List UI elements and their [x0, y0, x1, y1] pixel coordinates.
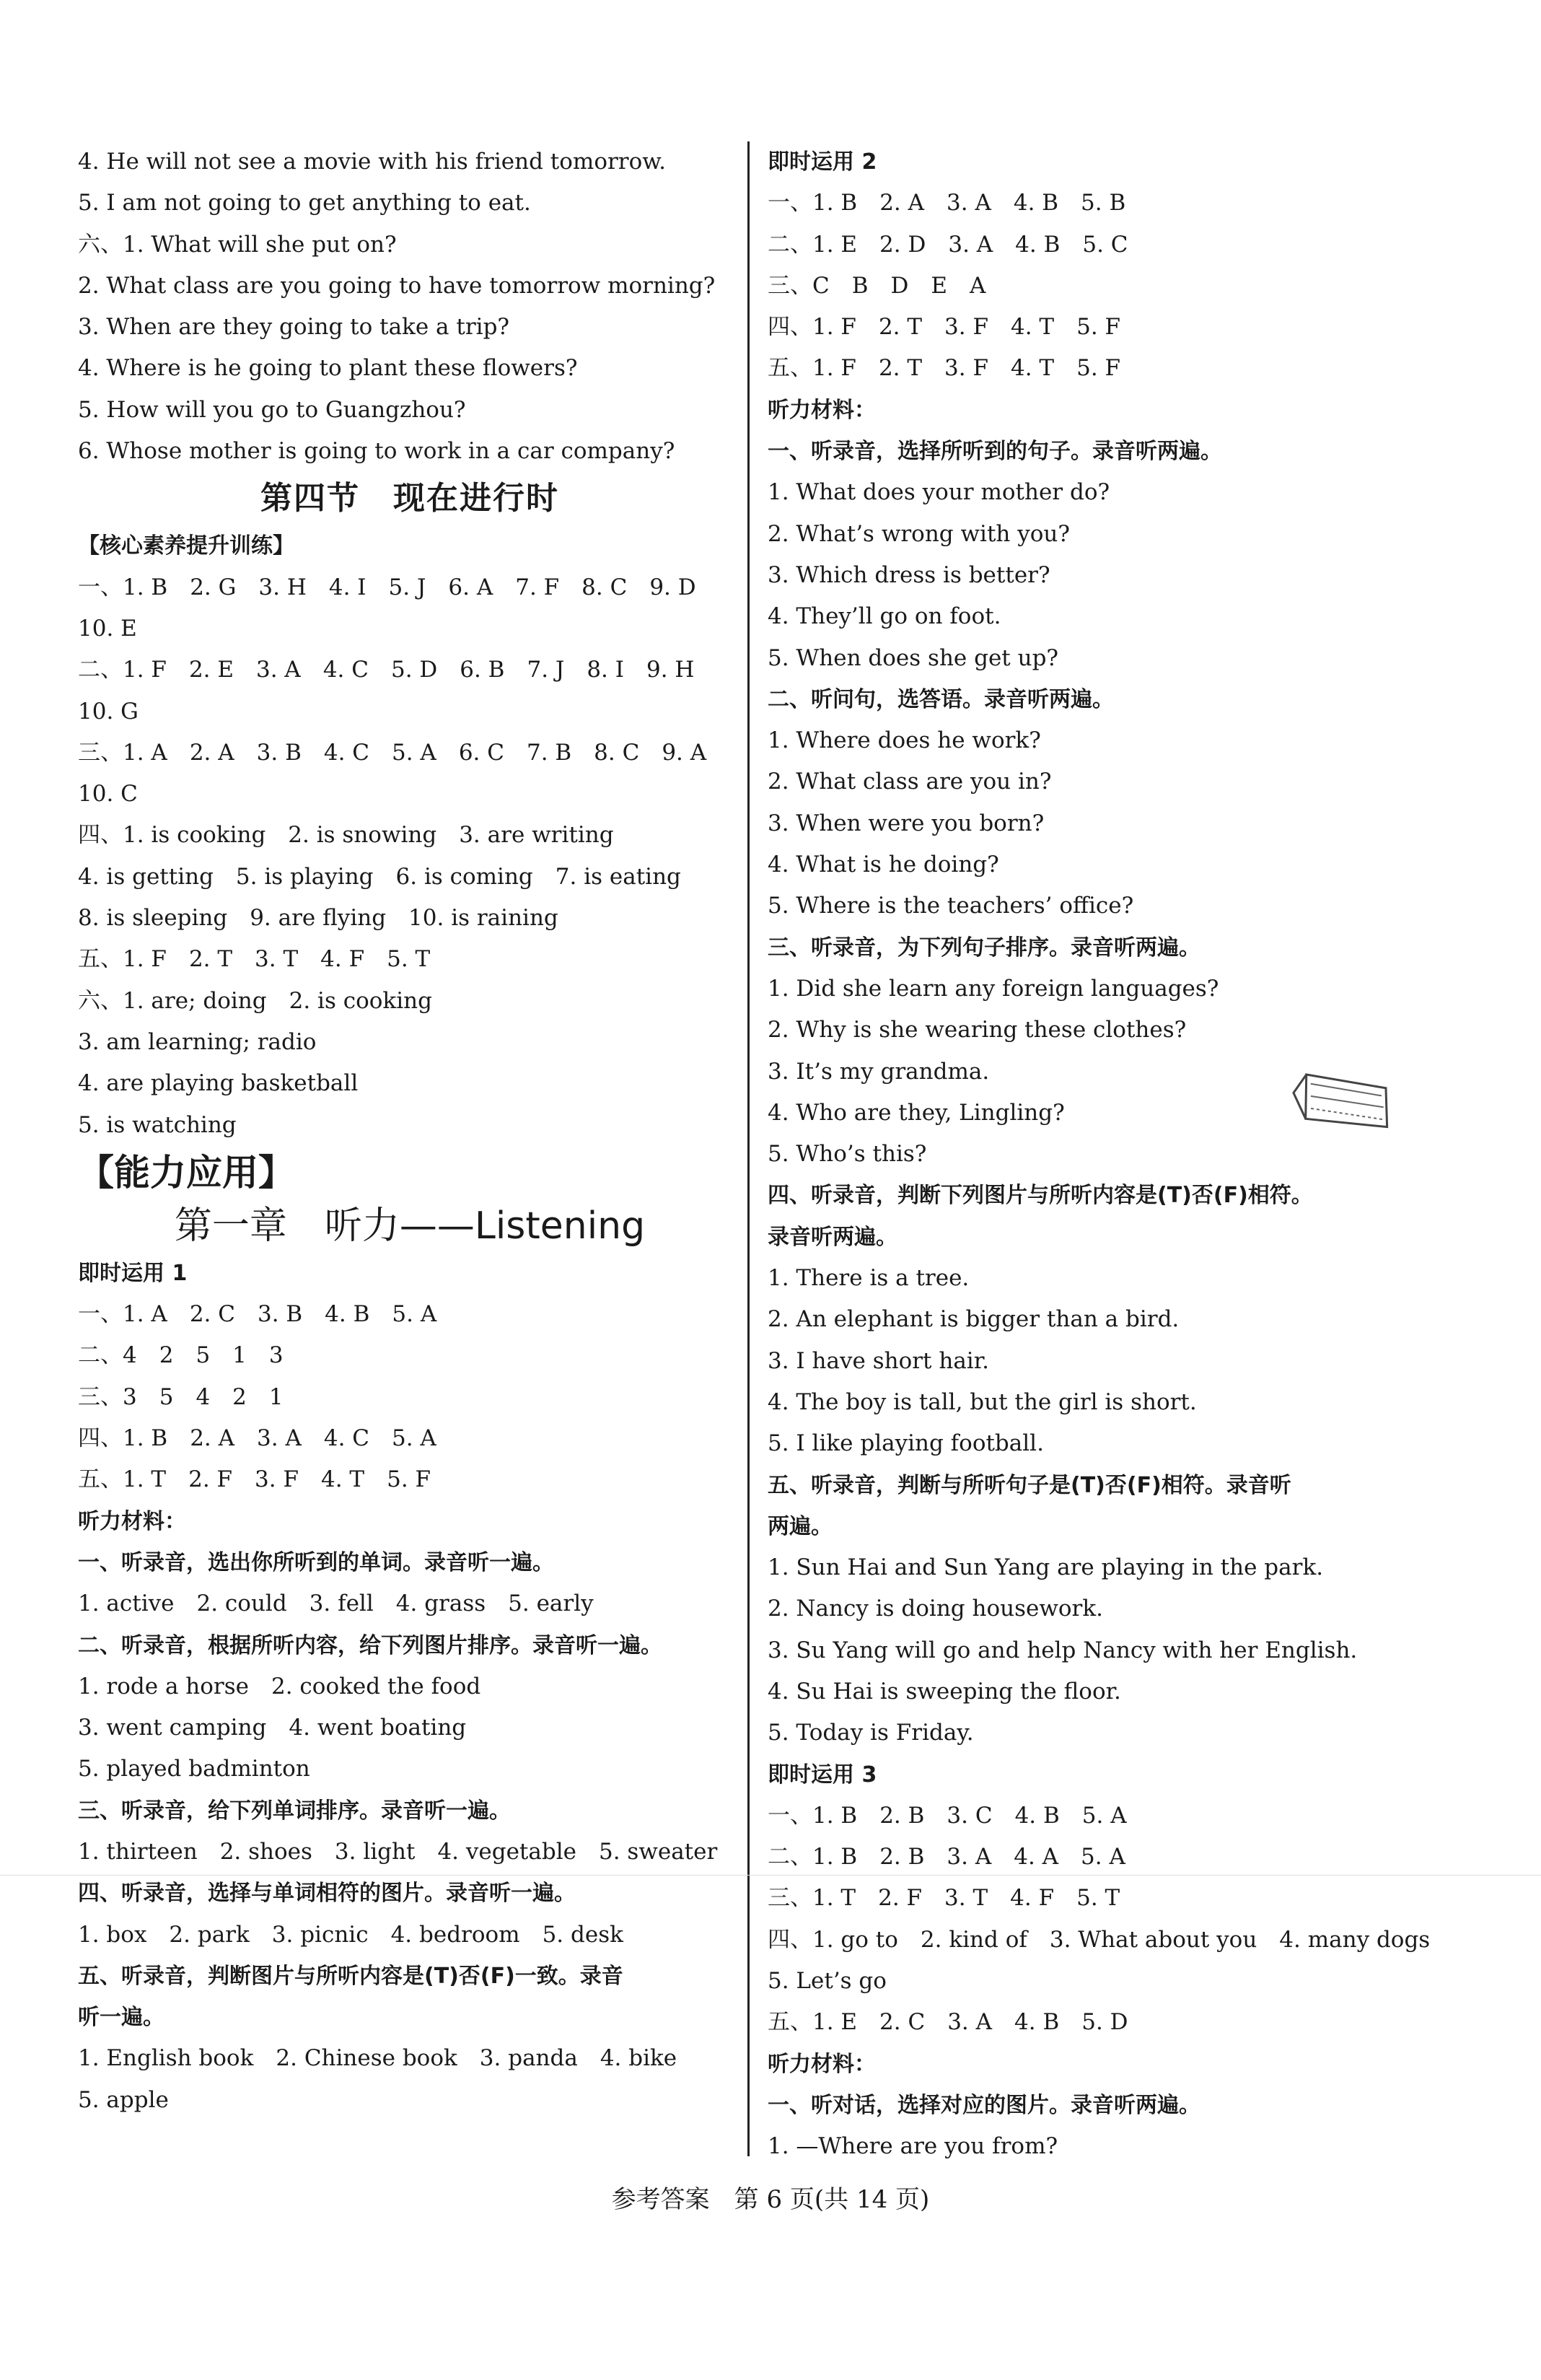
question-heading: 一、听录音，选择所听到的句子。录音听两遍。: [768, 439, 1222, 465]
answer-line: 10. C: [78, 781, 138, 808]
answer-line: 6. Whose mother is going to work in a car company?: [78, 438, 675, 465]
answer-line: 1. Where does he work?: [768, 727, 1041, 754]
answer-line: 5. played badminton: [78, 1756, 310, 1782]
answer-line: 四、1. go to 2. kind of 3. What about you 4. many dogs: [768, 1926, 1431, 1953]
page-footer: 参考答案 第 6 页(共 14 页): [611, 2185, 930, 2214]
answer-line: 3. When are they going to take a trip?: [78, 314, 510, 341]
question-heading: 二、听问句，选答语。录音听两遍。: [768, 686, 1114, 712]
answer-line: 五、1. F 2. T 3. F 4. T 5. F: [768, 355, 1121, 382]
answer-line: 六、1. are; doing 2. is cooking: [78, 987, 432, 1014]
answer-line: 5. Who’s this?: [768, 1141, 927, 1168]
scan-line: [0, 1875, 1541, 1876]
answer-line: 3. When were you born?: [768, 810, 1045, 836]
question-heading: 两遍。: [768, 1513, 833, 1539]
answer-line: 二、1. B 2. B 3. A 4. A 5. A: [768, 1844, 1125, 1871]
answer-line: 1. thirteen 2. shoes 3. light 4. vegetable 5. sweater: [78, 1838, 718, 1865]
question-heading: 四、听录音，选择与单词相符的图片。录音听一遍。: [78, 1881, 576, 1907]
question-heading: 三、听录音，给下列单词排序。录音听一遍。: [78, 1798, 511, 1824]
question-heading: 三、听录音，为下列句子排序。录音听两遍。: [768, 935, 1200, 961]
question-heading: 即时运用 2: [768, 149, 877, 175]
answer-line: 3. It’s my grandma.: [768, 1058, 990, 1085]
answer-line: 5. Let’s go: [768, 1968, 887, 1995]
answer-line: 4. Where is he going to plant these flowers?: [78, 355, 578, 382]
answer-line: 4. He will not see a movie with his friend tomorrow.: [78, 149, 666, 175]
answer-line: 2. Nancy is doing housework.: [768, 1596, 1103, 1622]
question-heading: 【核心素养提升训练】: [78, 533, 294, 559]
answer-line: 3. I have short hair.: [768, 1347, 989, 1374]
answer-line: 10. E: [78, 615, 137, 642]
answer-line: 三、C B D E A: [768, 272, 986, 299]
answer-line: 一、1. B 2. A 3. A 4. B 5. B: [768, 190, 1126, 216]
answer-line: 5. How will you go to Guangzhou?: [78, 396, 466, 423]
answer-line: 四、1. F 2. T 3. F 4. T 5. F: [768, 314, 1121, 341]
answer-line: 六、1. What will she put on?: [78, 231, 397, 258]
answer-line: 4. Who are they, Lingling?: [768, 1099, 1065, 1126]
answer-line: 三、1. A 2. A 3. B 4. C 5. A 6. C 7. B 8. C 9. A: [78, 739, 707, 766]
answer-line: 四、1. B 2. A 3. A 4. C 5. A: [78, 1425, 436, 1452]
answer-line: 4. What is he doing?: [768, 852, 999, 878]
answer-line: 五、1. E 2. C 3. A 4. B 5. D: [768, 2009, 1128, 2036]
column-divider: [747, 141, 750, 2156]
answer-line: 1. There is a tree.: [768, 1265, 970, 1292]
answer-line: 5. apple: [78, 2086, 169, 2113]
answer-line: 二、1. E 2. D 3. A 4. B 5. C: [768, 231, 1128, 258]
answer-line: 5. Today is Friday.: [768, 1720, 974, 1746]
answer-line: 4. is getting 5. is playing 6. is coming 7. is eating: [78, 863, 681, 890]
answer-line: 3. am learning; radio: [78, 1028, 317, 1055]
question-heading: 即时运用 1: [78, 1260, 188, 1286]
answer-line: 5. Where is the teachers’ office?: [768, 893, 1134, 919]
answer-line: 2. What class are you in?: [768, 769, 1052, 795]
answer-line: 4. The boy is tall, but the girl is short.: [768, 1388, 1197, 1415]
question-heading: 一、听对话，选择对应的图片。录音听两遍。: [768, 2092, 1200, 2118]
answer-line: 5. I like playing football.: [768, 1430, 1044, 1457]
answer-line: 1. What does your mother do?: [768, 479, 1110, 506]
answer-line: 五、1. T 2. F 3. F 4. T 5. F: [78, 1466, 431, 1493]
answer-line: 10. G: [78, 698, 139, 725]
answer-line: 1. —Where are you from?: [768, 2133, 1058, 2160]
part-title: 【能力应用】: [78, 1151, 294, 1194]
answer-line: 1. rode a horse 2. cooked the food: [78, 1673, 481, 1699]
answer-line: 3. Su Yang will go and help Nancy with her English.: [768, 1637, 1358, 1663]
answer-line: 1. Did she learn any foreign languages?: [768, 975, 1219, 1002]
answer-line: 4. are playing basketball: [78, 1070, 359, 1097]
answer-line: 1. English book 2. Chinese book 3. panda 4. bike: [78, 2045, 677, 2072]
answer-line: 1. box 2. park 3. picnic 4. bedroom 5. desk: [78, 1921, 623, 1948]
answer-line: 8. is sleeping 9. are flying 10. is raining: [78, 905, 558, 932]
answer-line: 5. When does she get up?: [768, 644, 1059, 671]
answer-line: 二、1. F 2. E 3. A 4. C 5. D 6. B 7. J 8. I 9. H: [78, 657, 695, 683]
question-heading: 五、听录音，判断与所听句子是(T)否(F)相符。录音听: [768, 1472, 1291, 1498]
answer-line: 一、1. B 2. B 3. C 4. B 5. A: [768, 1802, 1127, 1829]
chapter-title: 第一章 听力——Listening: [174, 1204, 646, 1248]
question-heading: 听一遍。: [78, 2005, 164, 2031]
answer-line: 二、4 2 5 1 3: [78, 1342, 284, 1369]
answer-line: 三、3 5 4 2 1: [78, 1383, 284, 1410]
answer-line: 一、1. A 2. C 3. B 4. B 5. A: [78, 1301, 437, 1328]
answer-line: 2. What’s wrong with you?: [768, 520, 1070, 547]
answer-line: 五、1. F 2. T 3. T 4. F 5. T: [78, 946, 431, 973]
answer-line: 2. Why is she wearing these clothes?: [768, 1017, 1187, 1044]
question-heading: 五、听录音，判断图片与所听内容是(T)否(F)一致。录音: [78, 1963, 623, 1989]
answer-line: 2. What class are you going to have tomorrow morning?: [78, 272, 716, 299]
answer-line: 5. is watching: [78, 1111, 237, 1138]
question-heading: 二、听录音，根据所听内容，给下列图片排序。录音听一遍。: [78, 1632, 662, 1658]
question-heading: 即时运用 3: [768, 1762, 877, 1788]
question-heading: 四、听录音，判断下列图片与所听内容是(T)否(F)相符。: [768, 1183, 1313, 1209]
question-heading: 一、听录音，选出你所听到的单词。录音听一遍。: [78, 1549, 554, 1575]
answer-line: 3. went camping 4. went boating: [78, 1715, 467, 1741]
answer-line: 2. An elephant is bigger than a bird.: [768, 1306, 1180, 1333]
question-heading: 听力材料：: [768, 397, 876, 423]
answer-line: 3. Which dress is better?: [768, 561, 1050, 588]
answer-line: 四、1. is cooking 2. is snowing 3. are writing: [78, 822, 614, 849]
answer-line: 4. Su Hai is sweeping the floor.: [768, 1678, 1121, 1705]
answer-line: 一、1. B 2. G 3. H 4. I 5. J 6. A 7. F 8. C 9. D: [78, 574, 696, 600]
answer-line: 1. active 2. could 3. fell 4. grass 5. early: [78, 1591, 594, 1617]
question-heading: 录音听两遍。: [768, 1224, 897, 1250]
question-heading: 听力材料：: [78, 1508, 186, 1534]
section-title: 第四节 现在进行时: [260, 480, 559, 517]
answer-line: 1. Sun Hai and Sun Yang are playing in the park.: [768, 1554, 1324, 1581]
answer-line: 三、1. T 2. F 3. T 4. F 5. T: [768, 1885, 1120, 1912]
answer-line: 5. I am not going to get anything to eat.: [78, 190, 531, 216]
left-column: [78, 141, 742, 2121]
question-heading: 听力材料：: [768, 2051, 876, 2077]
answer-line: 4. They’ll go on foot.: [768, 603, 1001, 630]
